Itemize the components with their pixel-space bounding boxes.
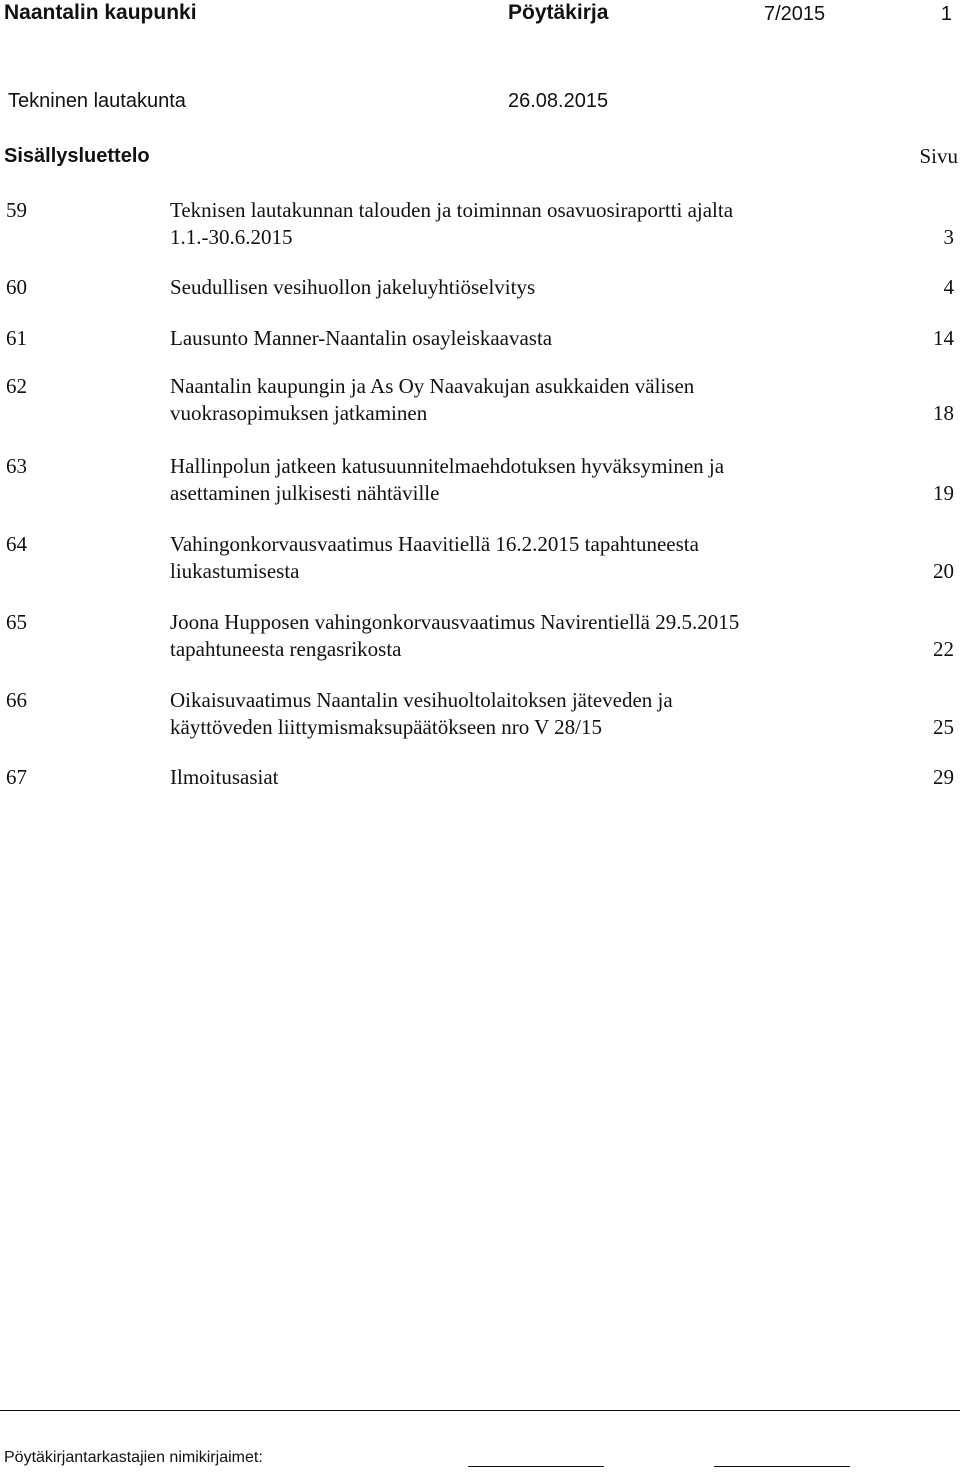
footer-divider: [0, 1410, 960, 1411]
toc-entry-title-line: Lausunto Manner-Naantalin osayleiskaavasta: [170, 326, 553, 350]
committee-name: Tekninen lautakunta: [8, 90, 186, 112]
doc-number: 7/2015: [764, 3, 826, 25]
toc-entry-number: 67: [6, 765, 27, 789]
toc-entry-number: 63: [6, 454, 27, 478]
toc-entry-title-line: tapahtuneesta rengasrikosta: [170, 637, 402, 661]
toc-entry-title: [170, 274, 860, 301]
toc-entry-title-line: Oikaisuvaatimus Naantalin vesihuoltolaitoksen jäteveden ja: [170, 688, 673, 712]
toc-entry-number: 64: [6, 532, 27, 556]
meeting-date: 26.08.2015: [508, 90, 609, 112]
toc-entry-page: 4: [943, 275, 954, 299]
toc-entry-title-line: Seudullisen vesihuollon jakeluyhtiöselvitys: [170, 275, 536, 299]
signature-label: Pöytäkirjantarkastajien nimikirjaimet:: [4, 1449, 263, 1466]
doc-type: Pöytäkirja: [508, 1, 609, 24]
toc-entry-number: 59: [6, 198, 27, 222]
toc-entry-title: [170, 531, 860, 585]
toc-entry-page: 20: [933, 559, 954, 583]
page-number: 1: [940, 3, 952, 25]
toc-heading: Sisällysluettelo: [4, 145, 150, 167]
toc-entry-title-line: 1.1.-30.6.2015: [170, 225, 293, 249]
toc-entry-title: [170, 453, 860, 507]
toc-entry-title-line: Naantalin kaupungin ja As Oy Naavakujan asukkaiden välisen: [170, 374, 695, 398]
toc-entry-title-line: vuokrasopimuksen jatkaminen: [170, 401, 428, 425]
toc-entry-title-line: Joona Hupposen vahingonkorvausvaatimus Navirentiellä 29.5.2015: [170, 610, 740, 634]
toc-entry-title-line: käyttöveden liittymismaksupäätökseen nro V 28/15: [170, 715, 602, 739]
toc-entry-title-line: Teknisen lautakunnan talouden ja toiminnan osavuosiraportti ajalta: [170, 198, 734, 222]
toc-entry-number: 66: [6, 688, 27, 712]
toc-entry-number: 62: [6, 374, 27, 398]
signature-line-1: [468, 1466, 604, 1467]
toc-entry-title: [170, 373, 860, 427]
toc-page-column-label: Sivu: [919, 144, 958, 168]
toc-entry-title: [170, 609, 860, 663]
toc-entry-number: 60: [6, 275, 27, 299]
toc-entry-title-line: Hallinpolun jatkeen katusuunnitelmaehdotuksen hyväksyminen ja: [170, 454, 725, 478]
toc-entry-title-line: liukastumisesta: [170, 559, 300, 583]
toc-entry-page: 18: [933, 401, 954, 425]
toc-entry-title: [170, 764, 860, 791]
toc-entry-title-line: Vahingonkorvausvaatimus Haavitiellä 16.2.2015 tapahtuneesta: [170, 532, 699, 556]
toc-entry-number: 61: [6, 326, 27, 350]
org-name: Naantalin kaupunki: [4, 1, 197, 24]
toc-entry-title: [170, 197, 860, 251]
toc-entry-title: [170, 687, 860, 741]
toc-entry-page: 25: [933, 715, 954, 739]
toc-entry-page: 3: [943, 225, 954, 249]
toc-entry-title-line: Ilmoitusasiat: [170, 765, 279, 789]
toc-entry-page: 19: [933, 481, 954, 505]
toc-entry-number: 65: [6, 610, 27, 634]
toc-entry-page: 29: [933, 765, 954, 789]
toc-entry-title: [170, 325, 860, 352]
toc-entry-page: 14: [933, 326, 954, 350]
toc-entry-page: 22: [933, 637, 954, 661]
toc-entry-title-line: asettaminen julkisesti nähtäville: [170, 481, 440, 505]
signature-line-2: [714, 1466, 850, 1467]
